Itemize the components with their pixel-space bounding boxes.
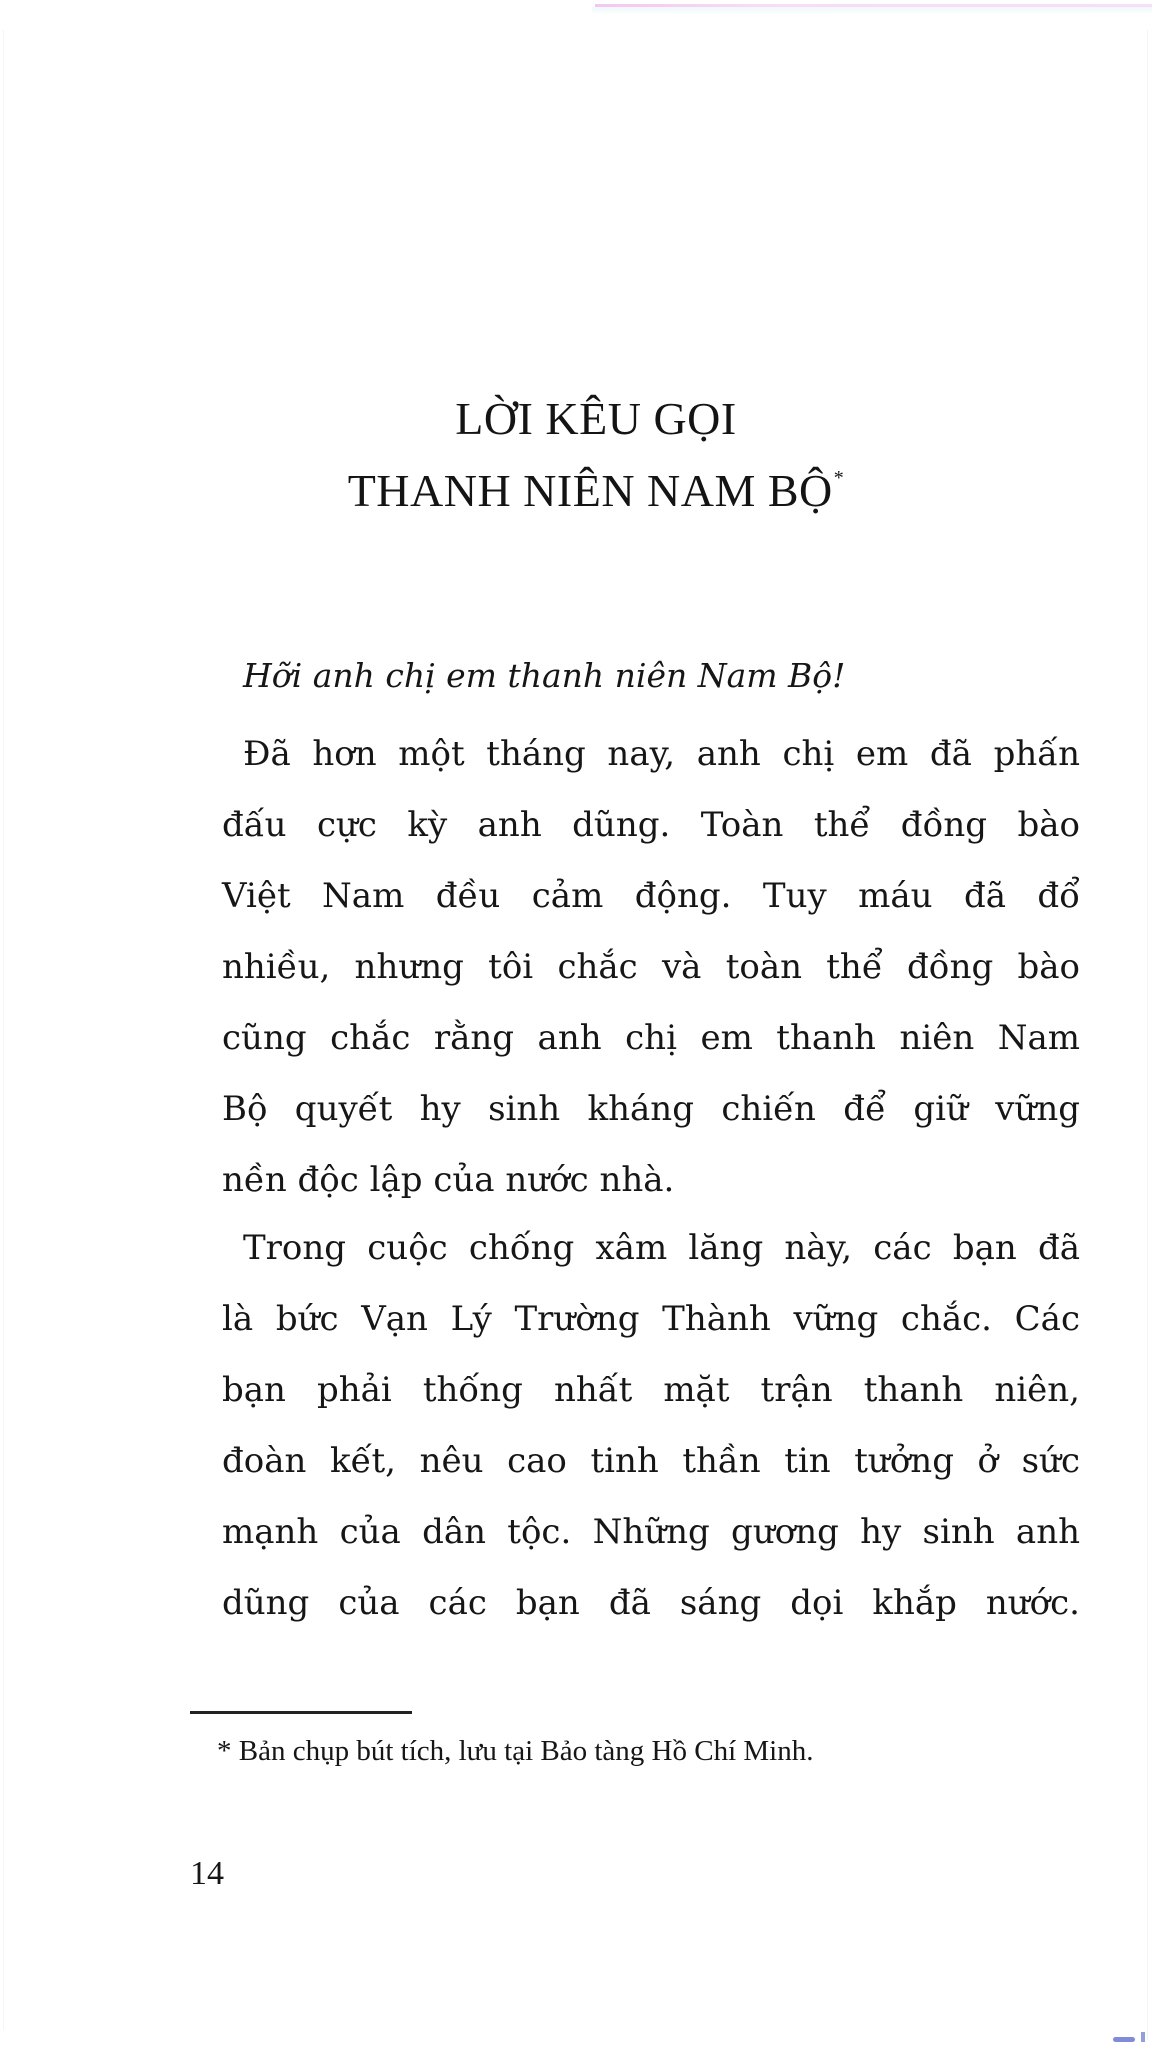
paragraph-line: Việt Nam đều cảm động. Tuy máu đã đổ [222,876,1080,916]
paragraph-2 [222,1213,1080,1639]
title-text: LỜI KÊU GỌI [455,393,737,444]
page-top-shadow [592,7,1152,15]
paragraph-line: đoàn kết, nêu cao tinh thần tin tưởng ở sức [222,1441,1080,1481]
page-left-edge [3,30,4,2030]
title-text: THANH NIÊN NAM BỘ [347,465,833,516]
footnote-marker: * [833,467,845,489]
paragraph-line: Bộ quyết hy sinh kháng chiến để giữ vững [222,1089,1080,1129]
page-title-line-1 [20,393,1152,444]
paragraph-line: đấu cực kỳ anh dũng. Toàn thể đồng bào [222,805,1080,845]
page-number: 14 [190,1855,224,1892]
scan-mark [1113,2037,1135,2042]
paragraph-line: bạn phải thống nhất mặt trận thanh niên, [222,1370,1080,1410]
paragraph-line: nhiều, nhưng tôi chắc và toàn thể đồng bào [222,947,1080,987]
page-right-edge [1147,30,1148,2040]
paragraph-line: Đã hơn một tháng nay, anh chị em đã phấn [243,734,1080,774]
footnote: * Bản chụp bút tích, lưu tại Bảo tàng Hồ Chí Minh. [217,1735,814,1767]
paragraph-1 [222,719,1080,1216]
paragraph-line: là bức Vạn Lý Trường Thành vững chắc. Các [222,1299,1080,1339]
paragraph-line: cũng chắc rằng anh chị em thanh niên Nam [222,1018,1080,1058]
salutation: Hỡi anh chị em thanh niên Nam Bộ! [243,656,846,695]
paragraph-line: mạnh của dân tộc. Những gương hy sinh anh [222,1512,1080,1552]
paragraph-line: dũng của các bạn đã sáng dọi khắp nước. [222,1583,1080,1623]
paragraph-line: nền độc lập của nước nhà. [222,1160,675,1200]
page-title-line-2 [20,465,1152,516]
scan-mark [1141,2032,1145,2042]
paragraph-line: Trong cuộc chống xâm lăng này, các bạn đã [243,1228,1080,1268]
footnote-divider [190,1711,412,1714]
